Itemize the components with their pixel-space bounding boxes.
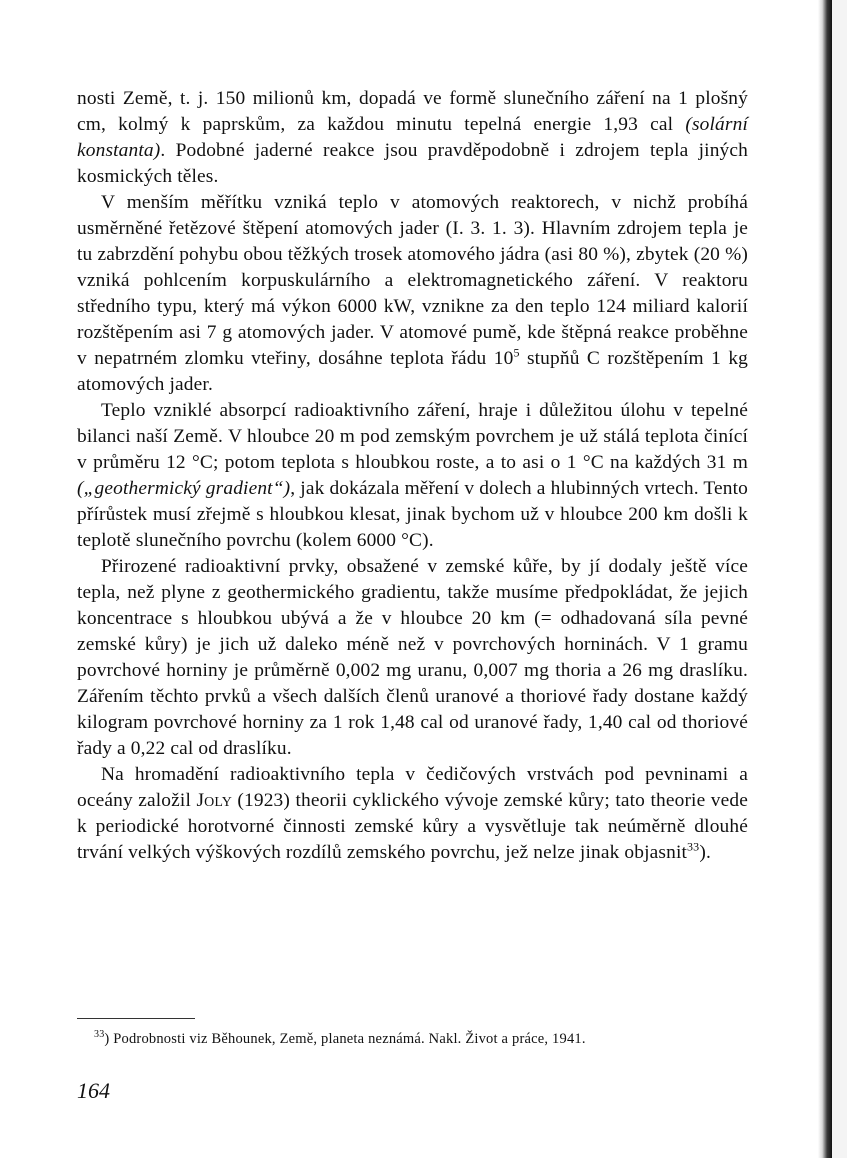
paragraph-4-text: Přirozené radioaktivní prvky, obsažené v zemské kůře, by jí dodaly ještě více tepla, než plyne z geothermického gradientu, takže musíme předpokládat, že jejich koncentrace s hloubkou ubývá a že v hloubce 20 km (= odhadovaná síla pevné zemské kůry) je jich už daleko méně než v povrchových horninách. V 1 gramu povrchové horniny je průměrně 0,002 mg uranu, 0,007 mg thoria a 26 mg draslíku. Zářením těchto prvků a všech dalších členů uranové a thoriové řady dostane každý kilogram povrchové horniny za 1 rok 1,48 cal od uranové řady, 1,40 cal od thoriové řady a 0,22 cal od draslíku. (77, 556, 748, 759)
page-edge (832, 0, 847, 1158)
paragraph-3-text-end: , jak dokázala měření v dolech a hlubinných vrtech. Tento přírůstek musí zřejmě s hloubkou klesat, jinak bychom už v hloubce 200 km došli k teplotě slunečního povrchu (kolem 6000 °C). (77, 478, 748, 551)
author-name-joly: Joly (196, 790, 232, 811)
paragraph-5-text-start: Na hromadění radioaktivního tepla v čedičových vrstvách pod pevninami a oceány založil (77, 764, 748, 811)
paragraph-2-text-start: V menším měřítku vzniká teplo v atomových reaktorech, v nichž probíhá usměrněné řetězové štěpení atomových jader (I. 3. 1. 3). Hlavním zdrojem tepla je tu zabrzdění pohybu obou těžkých trosek atomového jádra (asi 80 %), zbytek (20 %) vzniká pohlcením korpuskulárního a elektromagnetického záření. V reaktoru středního typu, který má výkon 6000 kW, vznikne za den teplo 124 miliard kalorií rozštěpením asi 7 g atomových jader. V atomové pumě, kde štěpná reakce proběhne v nepatrném zlomku vteřiny, dosáhne teplota řádu 10 (77, 192, 748, 369)
body-text (77, 86, 748, 866)
paragraph-5-closing: ). (699, 842, 711, 863)
footnote-marker: 33 (94, 1029, 105, 1041)
footnote-reference: 33 (687, 839, 700, 854)
footnote (94, 1030, 754, 1048)
paragraph-4 (77, 554, 748, 762)
paragraph-1 (77, 86, 748, 190)
geothermal-gradient-term: („geothermický gradient“) (77, 478, 291, 499)
binding-shadow (818, 0, 832, 1158)
paragraph-1-text-end: . Podobné jaderné reakce jsou pravděpodobně i zdrojem tepla jiných kosmických těles. (77, 140, 748, 187)
paragraph-3-text-start: Teplo vzniklé absorpcí radioaktivního záření, hraje i důležitou úlohu v tepelné bilanci naší Země. V hloubce 20 m pod zemským povrchem je už stálá teplota činící v průměru 12 °C; potom teplota s hloubkou roste, a to asi o 1 °C na každých 31 m (77, 400, 748, 473)
paragraph-2-text-end: stupňů C rozštěpením 1 kg atomových jader. (77, 348, 749, 395)
paragraph-5 (77, 762, 748, 866)
footnote-separator (77, 1018, 195, 1019)
paragraph-3 (77, 398, 748, 554)
exponent: 5 (513, 345, 520, 360)
paragraph-1-text-start: nosti Země, t. j. 150 milionů km, dopadá ve formě slunečního záření na 1 plošný cm, kolmý k paprskům, za každou minutu tepelná energie 1,93 cal (77, 88, 748, 135)
page-number: 164 (77, 1078, 110, 1103)
paragraph-5-text-end: (1923) theorii cyklického vývoje zemské kůry; tato theorie vede k periodické horotvorné činnosti zemské kůry a vysvětluje tak neúměrně dlouhé trvání velkých výškových rozdílů zemského povrchu, jež nelze jinak objasnit (77, 790, 748, 863)
footnote-text: Podrobnosti viz Běhounek, Země, planeta neznámá. Nakl. Život a práce, 1941. (109, 1031, 586, 1047)
paragraph-2 (77, 190, 748, 398)
solar-constant-term: (solární konstanta) (77, 114, 748, 161)
footnote-marker-suffix: ) (104, 1031, 110, 1047)
